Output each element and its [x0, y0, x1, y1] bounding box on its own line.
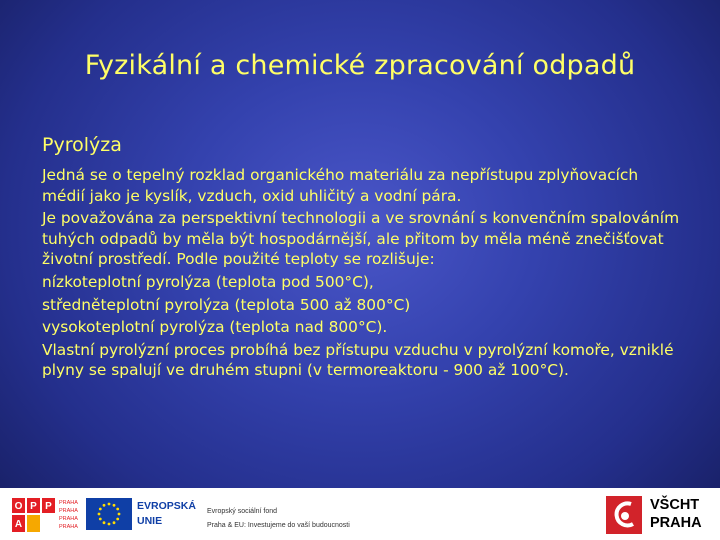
opp-line: PRAHA	[59, 524, 78, 530]
footer-logo-bar	[0, 488, 720, 540]
esf-line: Praha & EU: Investujeme do vaší budoucnosti	[207, 522, 350, 529]
opp-letter: P	[45, 501, 52, 512]
body-paragraph: Vlastní pyrolýzní proces probíhá bez přístupu vzduchu v pyrolýzní komoře, vzniklé plyny se spalují ve druhém stupni (v termoreaktoru - 900 až 100°C).	[42, 340, 674, 380]
vscht-line: VŠCHT	[650, 497, 700, 513]
opp-letter: A	[14, 519, 23, 530]
slide-title: Fyzikální a chemické zpracování odpadů	[84, 50, 636, 81]
eu-logo-line: EVROPSKÁ	[137, 500, 196, 512]
vscht-logo-icon	[606, 496, 642, 534]
eu-logo-text	[137, 499, 196, 529]
body-paragraph: středněteplotní pyrolýza (teplota 500 až 800°C)	[42, 295, 411, 314]
body-paragraph: vysokoteplotní pyrolýza (teplota nad 800°C).	[42, 318, 388, 337]
opp-praha-logo	[10, 496, 82, 534]
body-paragraph: nízkoteplotní pyrolýza (teplota pod 500°C),	[42, 272, 374, 291]
body-paragraph: Je považována za perspektivní technologii a ve srovnání s konvenčním spalováním tuhých odpadů by měla být hospodárnější, ale přitom by měla méně znečišťovat životní prostředí. Podle použité teploty se rozlišuje:	[42, 209, 680, 269]
vscht-line: PRAHA	[650, 515, 702, 531]
opp-line: PRAHA	[59, 500, 78, 506]
eu-logo-line: UNIE	[137, 515, 163, 527]
opp-letter: P	[30, 501, 37, 512]
opp-letter: O	[14, 501, 23, 512]
eu-flag-icon	[86, 498, 132, 530]
vscht-logo-text	[650, 496, 702, 532]
slide-body	[42, 165, 682, 383]
esf-text	[207, 505, 350, 533]
body-paragraph: Jedná se o tepelný rozklad organického materiálu za nepřístupu zplyňovacích médií jako je kyslík, vzduch, oxid uhličitý a vodní pára.	[42, 166, 639, 205]
opp-line: PRAHA	[59, 516, 78, 522]
section-heading: Pyrolýza	[42, 134, 122, 156]
esf-line: Evropský sociální fond	[207, 508, 278, 515]
opp-line: PRAHA	[59, 508, 78, 514]
